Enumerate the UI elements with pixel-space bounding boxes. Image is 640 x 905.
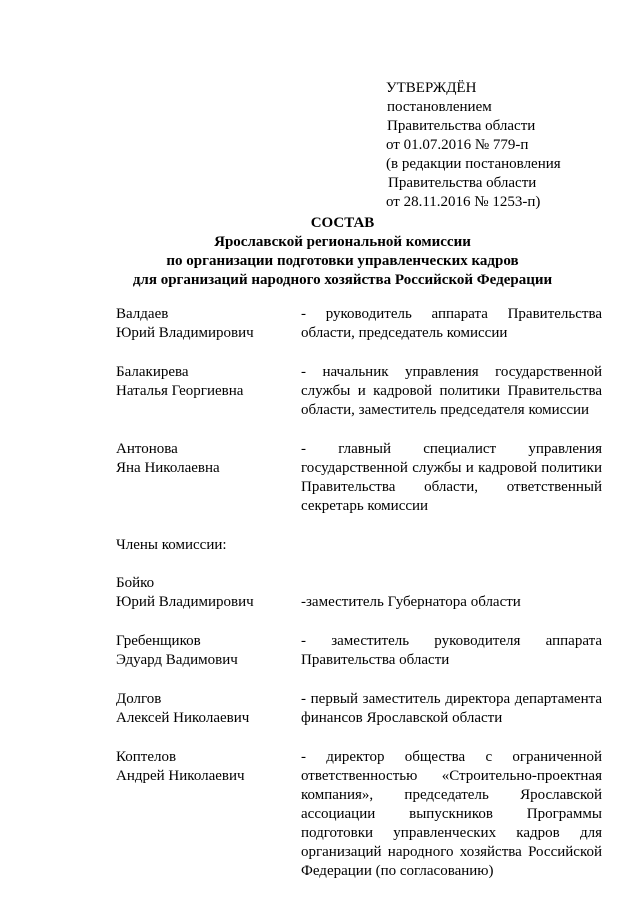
member-role: - начальник управления государственной службы и кадровой политики Правительства области, заместитель председателя комиссии bbox=[301, 364, 602, 418]
title-line: для организаций народного хозяйства Российской Федерации bbox=[132, 272, 553, 288]
document-title bbox=[0, 214, 640, 290]
member-entry bbox=[116, 440, 602, 516]
member-name bbox=[116, 632, 301, 670]
member-given-names: Алексей Николаевич bbox=[116, 710, 250, 726]
title-line: по организации подготовки управленческих кадров bbox=[166, 253, 519, 269]
member-entry bbox=[116, 690, 602, 728]
approval-stamp bbox=[386, 79, 626, 212]
member-role: - первый заместитель директора департамента финансов Ярославской области bbox=[301, 691, 602, 726]
title-line: СОСТАВ bbox=[310, 215, 375, 231]
member-surname: Бойко bbox=[116, 575, 155, 591]
member-role: - главный специалист управления государственной службы и кадровой политики Правительства области, ответственный секретарь комиссии bbox=[301, 441, 602, 514]
members-heading: Члены комиссии: bbox=[116, 537, 227, 553]
title-line: Ярославской региональной комиссии bbox=[214, 234, 471, 250]
member-entry bbox=[116, 748, 602, 881]
member-surname: Коптелов bbox=[116, 749, 177, 765]
approval-line: от 28.11.2016 № 1253-п) bbox=[386, 194, 541, 210]
member-surname: Долгов bbox=[116, 691, 162, 707]
approval-line: УТВЕРЖДЁН bbox=[386, 80, 477, 96]
approval-line: (в редакции постановления bbox=[386, 156, 561, 172]
member-name bbox=[116, 440, 301, 516]
member-name bbox=[116, 305, 301, 343]
approval-line: постановлением bbox=[387, 99, 492, 115]
member-role: -заместитель Губернатора области bbox=[301, 594, 521, 610]
member-entry bbox=[116, 574, 602, 612]
member-given-names: Яна Николаевна bbox=[116, 460, 220, 476]
member-given-names: Наталья Георгиевна bbox=[116, 383, 244, 399]
member-entry bbox=[116, 363, 602, 420]
approval-line: Правительства области bbox=[388, 175, 537, 191]
member-role: - руководитель аппарата Правительства области, председатель комиссии bbox=[301, 306, 602, 341]
member-given-names: Юрий Владимирович bbox=[116, 594, 254, 610]
member-surname: Валдаев bbox=[116, 306, 169, 322]
member-surname: Антонова bbox=[116, 441, 178, 457]
member-role: - директор общества с ограниченной ответственностью «Строительно-проектная компания», председатель Ярославской ассоциации выпускников Программы подготовки управленческих кадров для организаций народного хозяйства Российской Федерации (по согласованию) bbox=[301, 749, 602, 879]
member-given-names: Юрий Владимирович bbox=[116, 325, 254, 341]
member-entry bbox=[116, 632, 602, 670]
member-name bbox=[116, 748, 301, 881]
member-role: - заместитель руководителя аппарата Правительства области bbox=[301, 633, 602, 668]
approval-line: от 01.07.2016 № 779-п bbox=[386, 137, 529, 153]
member-surname: Гребенщиков bbox=[116, 633, 201, 649]
member-given-names: Андрей Николаевич bbox=[116, 768, 245, 784]
member-name bbox=[116, 690, 301, 728]
member-surname: Балакирева bbox=[116, 364, 189, 380]
member-name bbox=[116, 363, 301, 420]
commission-composition bbox=[116, 305, 602, 901]
approval-line: Правительства области bbox=[387, 118, 536, 134]
member-name bbox=[116, 574, 301, 612]
member-entry bbox=[116, 305, 602, 343]
member-given-names: Эдуард Вадимович bbox=[116, 652, 238, 668]
